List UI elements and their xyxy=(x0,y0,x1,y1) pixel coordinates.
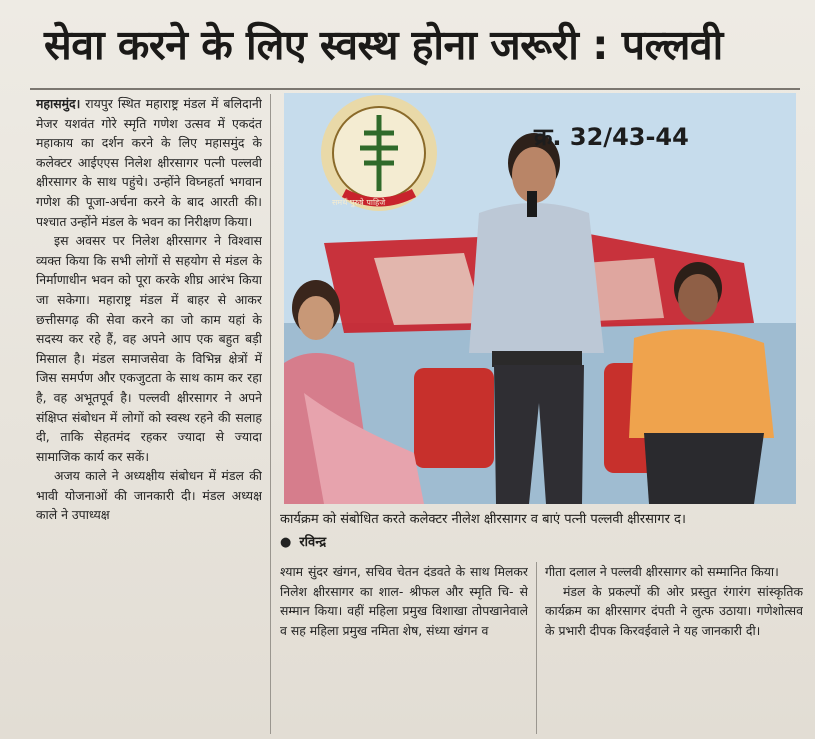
headline: सेवा करने के लिए स्वस्थ होना जरूरी : पल्लवी xyxy=(44,21,723,69)
headline-rule xyxy=(30,88,800,90)
byline-name: रविन्द्र xyxy=(299,535,327,550)
event-photo xyxy=(284,93,796,504)
backdrop-text: क्र. 32/43-44 xyxy=(534,123,689,151)
left-column xyxy=(36,94,262,734)
middle-paragraph: श्याम सुंदर खंगन, सचिव चेतन दंडवते के साथ मिलकर निलेश क्षीरसागर का शाल- श्रीफल और स्मृति चि- से सम्मान किया। वहीं महिला प्रमुख विशाखा तोपखानेवाले व सह महिला प्रमुख नमिता शेष, संध्या खंगन व xyxy=(280,564,528,638)
column-divider-2 xyxy=(536,562,537,734)
right-paragraph-2: मंडल के प्रकल्पों की ओर प्रस्तुत रंगारंग सांस्कृतिक कार्यक्रम का क्षीरसागर दंपती ने लुत्फ उठाया। गणेशोत्सव के प्रभारी दीपक किरवईवाले ने यह जानकारी दी। xyxy=(545,583,803,638)
paragraph-3: अजय काले ने अध्यक्षीय संबोधन में मंडल की भावी योजनाओं की जानकारी दी। मंडल अध्यक्ष काले ने उपाध्यक्ष xyxy=(36,468,262,523)
paragraph-1 xyxy=(36,94,262,231)
byline-bullet: ● xyxy=(280,535,292,550)
paragraph-1-text: रायपुर स्थित महाराष्ट्र मंडल में बलिदानी मेजर यशवंत गोरे स्मृति गणेश उत्सव में एकदंत महाकाय का दर्शन करने के लिए महासमुंद के कलेक्टर आईएएस निलेश क्षीरसागर पत्नी पल्लवी क्षीरसागर के साथ पहुंचे। उन्होंने विघ्नहर्ता भगवान गणेश की पूजा-अर्चना करने के बाद आरती की। पश्चात उन्होंने मंडल के भवन का निरीक्षण किया। xyxy=(36,96,262,229)
middle-column xyxy=(280,562,528,734)
photo-illustration xyxy=(284,93,796,504)
dateline: महासमुंद। xyxy=(36,96,81,111)
logo-text: समर्थ पुरुषे पाहिजे xyxy=(332,198,386,207)
right-column xyxy=(545,562,803,734)
paragraph-2: इस अवसर पर निलेश क्षीरसागर ने विश्वास व्यक्त किया कि सभी लोगों से सहयोग से मंडल के निर्माणाधीन भवन को पूरा करके शीघ्र आरंभ किया जा सकेगा। महाराष्ट्र मंडल में बाहर से आकर छत्तीसगढ़ की सेवा करने का जो काम यहां के सदस्य कर रहे हैं, वह अपने आप एक बहुत बड़ी मिसाल है। मंडल समाजसेवा के विभिन्न क्षेत्रों में जिस समर्पण और एकजुटता के साथ काम कर रहा है, वह अभूतपूर्व है। पल्लवी क्षीरसागर ने अपने संक्षिप्त संबोधन में लोगों को स्वस्थ रहने की सलाह दी, ताकि सेहतमंद रहकर ज्यादा से ज्यादा सामाजिक कार्य कर सकें। xyxy=(36,233,262,464)
byline xyxy=(280,532,520,554)
right-paragraph-1: गीता दलाल ने पल्लवी क्षीरसागर को सम्मानित किया। xyxy=(545,564,779,579)
photo-caption: कार्यक्रम को संबोधित करते कलेक्टर नीलेश क्षीरसागर व बाएं पत्नी पल्लवी क्षीरसागर द। xyxy=(280,512,686,527)
column-divider xyxy=(270,94,271,734)
